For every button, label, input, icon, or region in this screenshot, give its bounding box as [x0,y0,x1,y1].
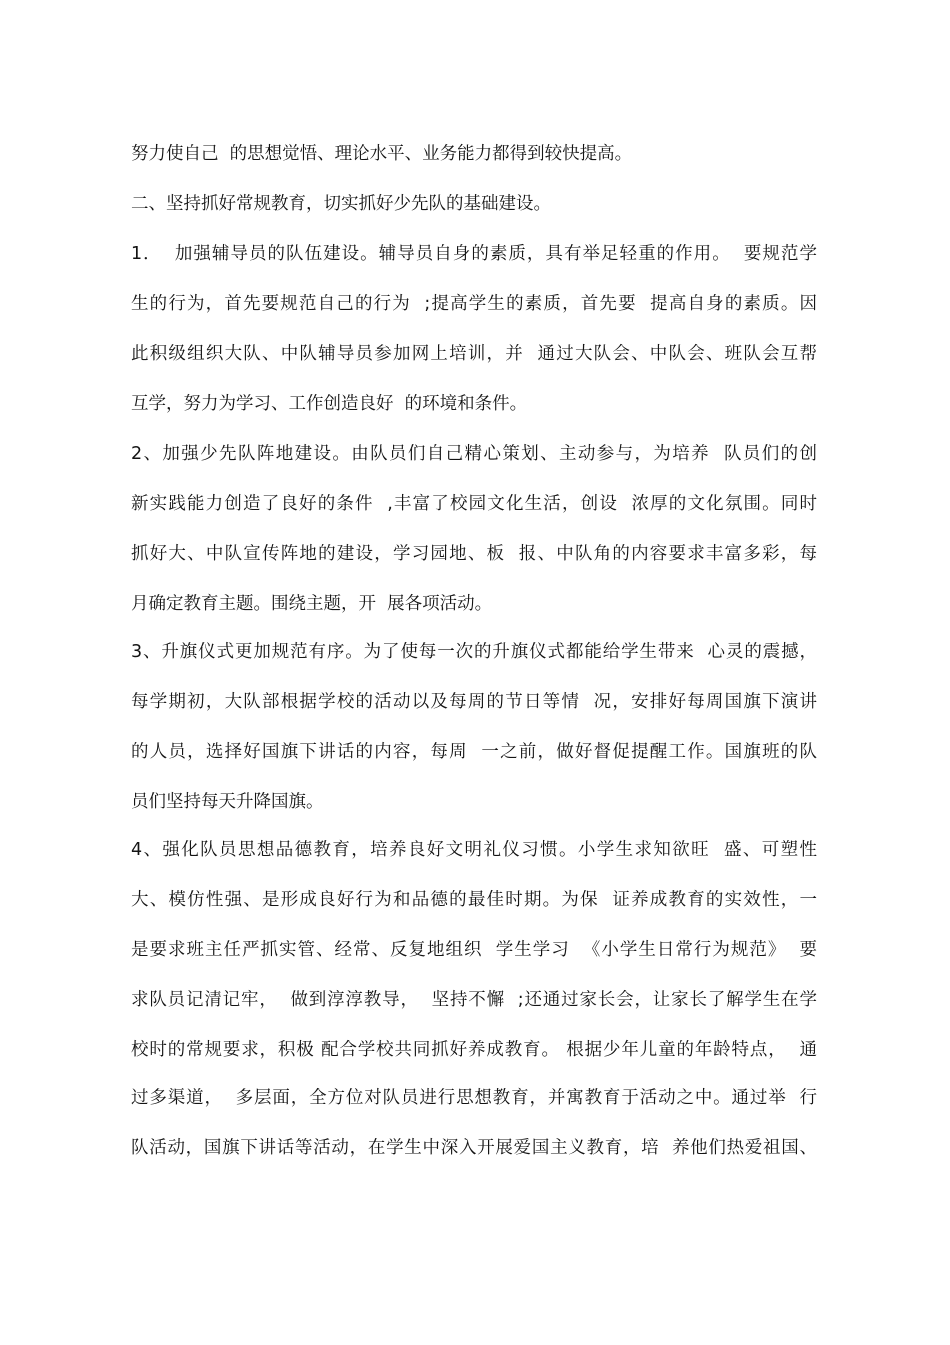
text-line: 生的行为，首先要规范自己的行为 ;提高学生的素质，首先要 提高自身的素质。因 [131,294,817,314]
text-line: 大、模仿性强、是形成良好行为和品德的最佳时期。为保 证养成教育的实效性，一 [131,890,817,910]
text-line: 此积级组织大队、中队辅导员参加网上培训，并 通过大队会、中队会、班队会互帮 [131,344,817,364]
text-line: 4、强化队员思想品德教育，培养良好文明礼仪习惯。小学生求知欲旺 盛、可塑性 [131,840,817,860]
text-line: 的人员，选择好国旗下讲话的内容，每周 一之前，做好督促提醒工作。国旗班的队 [131,742,817,762]
text-line: 月确定教育主题。围绕主题，开 展各项活动。 [131,594,493,614]
text-line: 3、升旗仪式更加规范有序。为了使每一次的升旗仪式都能给学生带来 心灵的震撼， [131,642,817,662]
text-line: 过多渠道， 多层面，全方位对队员进行思想教育，并寓教育于活动之中。通过举 行 [131,1088,817,1108]
section-heading: 二、坚持抓好常规教育，切实抓好少先队的基础建设。 [131,194,551,214]
text-line: 求队员记清记牢， 做到淳淳教导， 坚持不懈 ;还通过家长会，让家长了解学生在学 [131,990,817,1010]
text-line: 校时的常规要求，积极 配合学校共同抓好养成教育。 根据少年儿童的年龄特点， 通 [131,1040,817,1060]
text-line: 努力使自己 的思想觉悟、理论水平、业务能力都得到较快提高。 [131,144,633,164]
text-line: 1． 加强辅导员的队伍建设。辅导员自身的素质，具有举足轻重的作用。 要规范学 [131,244,817,264]
text-line: 队活动，国旗下讲话等活动，在学生中深入开展爱国主义教育，培 养他们热爱祖国、 [131,1138,817,1158]
text-line: 是要求班主任严抓实管、经常、反复地组织 学生学习 《小学生日常行为规范》 要 [131,940,817,960]
text-line: 互学，努力为学习、工作创造良好 的环境和条件。 [131,394,528,414]
text-line: 抓好大、中队宣传阵地的建设，学习园地、板 报、中队角的内容要求丰富多彩，每 [131,544,817,564]
text-line: 新实践能力创造了良好的条件 ,丰富了校园文化生活，创设 浓厚的文化氛围。同时 [131,494,817,514]
text-line: 员们坚持每天升降国旗。 [131,792,324,812]
text-line: 2、加强少先队阵地建设。由队员们自己精心策划、主动参与，为培养 队员们的创 [131,444,817,464]
text-line: 每学期初，大队部根据学校的活动以及每周的节日等情 况，安排好每周国旗下演讲 [131,692,817,712]
